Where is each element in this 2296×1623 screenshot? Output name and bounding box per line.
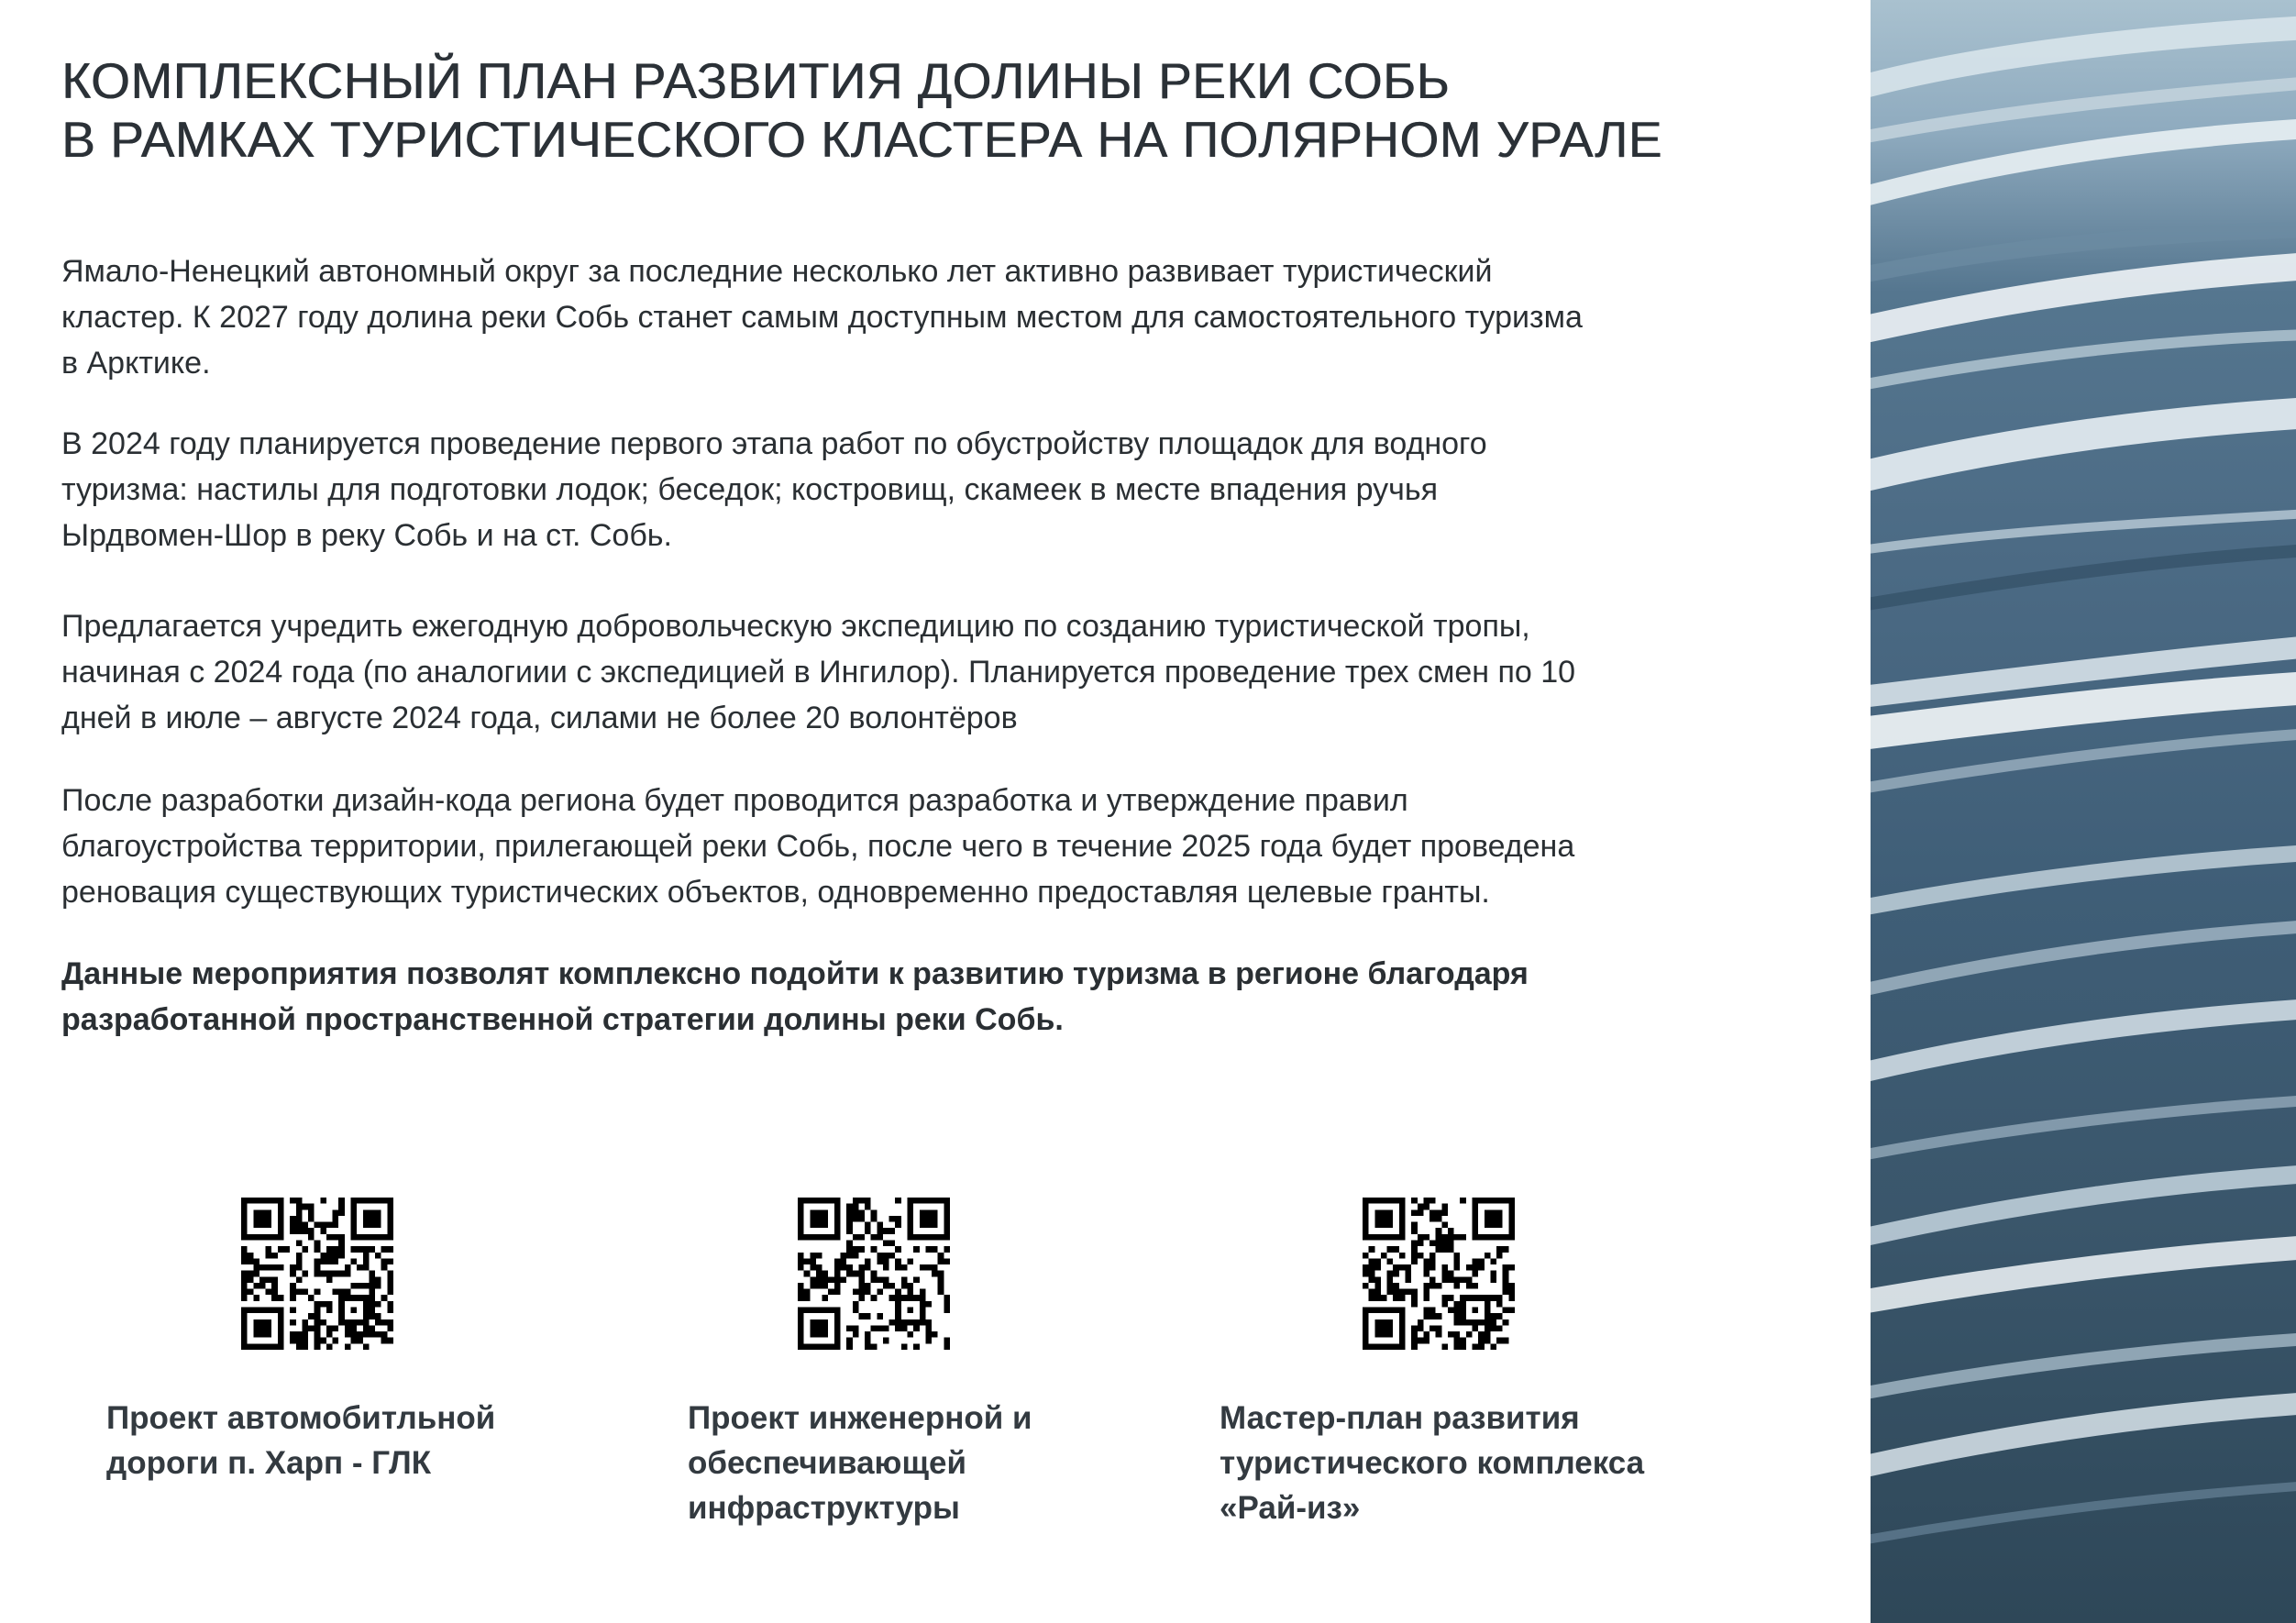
paragraph-line: В 2024 году планируется проведение первого этапа работ по обустройству площадок для водного — [61, 426, 1487, 461]
paragraph-line: Ырдвомен-Шор в реку Собь и на ст. Собь. — [61, 518, 672, 553]
paragraph-stage-one — [61, 421, 1804, 558]
qr-code-icon — [241, 1198, 393, 1350]
caption-line: обеспечивающей — [688, 1445, 966, 1481]
paragraph-line: реновация существующих туристических объектов, одновременно предоставляя целевые гранты. — [61, 875, 1490, 910]
decorative-panel — [1871, 0, 2296, 1623]
paragraph-design-code — [61, 778, 1804, 915]
paragraph-line: разработанной пространственной стратегии долины реки Собь. — [61, 1002, 1064, 1037]
paragraph-expedition — [61, 603, 1804, 741]
page-title-line-1: КОМПЛЕКСНЫЙ ПЛАН РАЗВИТИЯ ДОЛИНЫ РЕКИ СОБЬ — [61, 52, 1451, 109]
paragraph-line: кластер. К 2027 году долина реки Собь станет самым доступным местом для самостоятельного туризма — [61, 300, 1583, 335]
page-title-line-2: В РАМКАХ ТУРИСТИЧЕСКОГО КЛАСТЕРА НА ПОЛЯРНОМ УРАЛЕ — [61, 111, 1662, 168]
qr-code-icon — [1363, 1198, 1515, 1350]
qr-code-icon — [798, 1198, 950, 1350]
paragraph-line: После разработки дизайн-кода региона будет проводится разработка и утверждение правил — [61, 783, 1408, 818]
qr-code-masterplan[interactable] — [1363, 1198, 1515, 1350]
paragraph-line: Данные мероприятия позволят комплексно подойти к развитию туризма в регионе благодаря — [61, 956, 1529, 991]
caption-line: Проект автомобитльной — [106, 1400, 496, 1436]
caption-road-project — [106, 1396, 495, 1485]
page-title — [61, 51, 1859, 169]
paragraph-conclusion — [61, 951, 1804, 1043]
caption-line: Мастер-план развития — [1220, 1400, 1580, 1436]
caption-line: дороги п. Харп - ГЛК — [106, 1445, 432, 1481]
paragraph-line: туризма: настилы для подготовки лодок; беседок; костровищ, скамеек в месте впадения ручья — [61, 472, 1439, 507]
caption-infrastructure-project — [688, 1396, 1032, 1530]
qr-code-infrastructure-project[interactable] — [798, 1198, 950, 1350]
caption-line: Проект инженерной и — [688, 1400, 1032, 1436]
paragraph-line: дней в июле – августе 2024 года, силами не более 20 волонтёров — [61, 701, 1018, 735]
caption-line: «Рай-из» — [1220, 1490, 1361, 1526]
caption-line: туристического комплекса — [1220, 1445, 1645, 1481]
paragraph-intro — [61, 248, 1804, 386]
abstract-wave-pattern — [1871, 0, 2296, 1623]
caption-masterplan — [1220, 1396, 1644, 1530]
qr-code-road-project[interactable] — [241, 1198, 393, 1350]
caption-line: инфраструктуры — [688, 1490, 960, 1526]
paragraph-line: благоустройства территории, прилегающей реки Собь, после чего в течение 2025 года будет проведена — [61, 829, 1575, 864]
paragraph-line: в Арктике. — [61, 346, 211, 381]
paragraph-line: начиная с 2024 года (по аналогиии с экспедицией в Ингилор). Планируется проведение трех смен по 10 — [61, 655, 1576, 690]
paragraph-line: Предлагается учредить ежегодную добровольческую экспедицию по созданию туристической тропы, — [61, 609, 1530, 644]
paragraph-line: Ямало-Ненецкий автономный округ за последние несколько лет активно развивает туристический — [61, 254, 1493, 289]
